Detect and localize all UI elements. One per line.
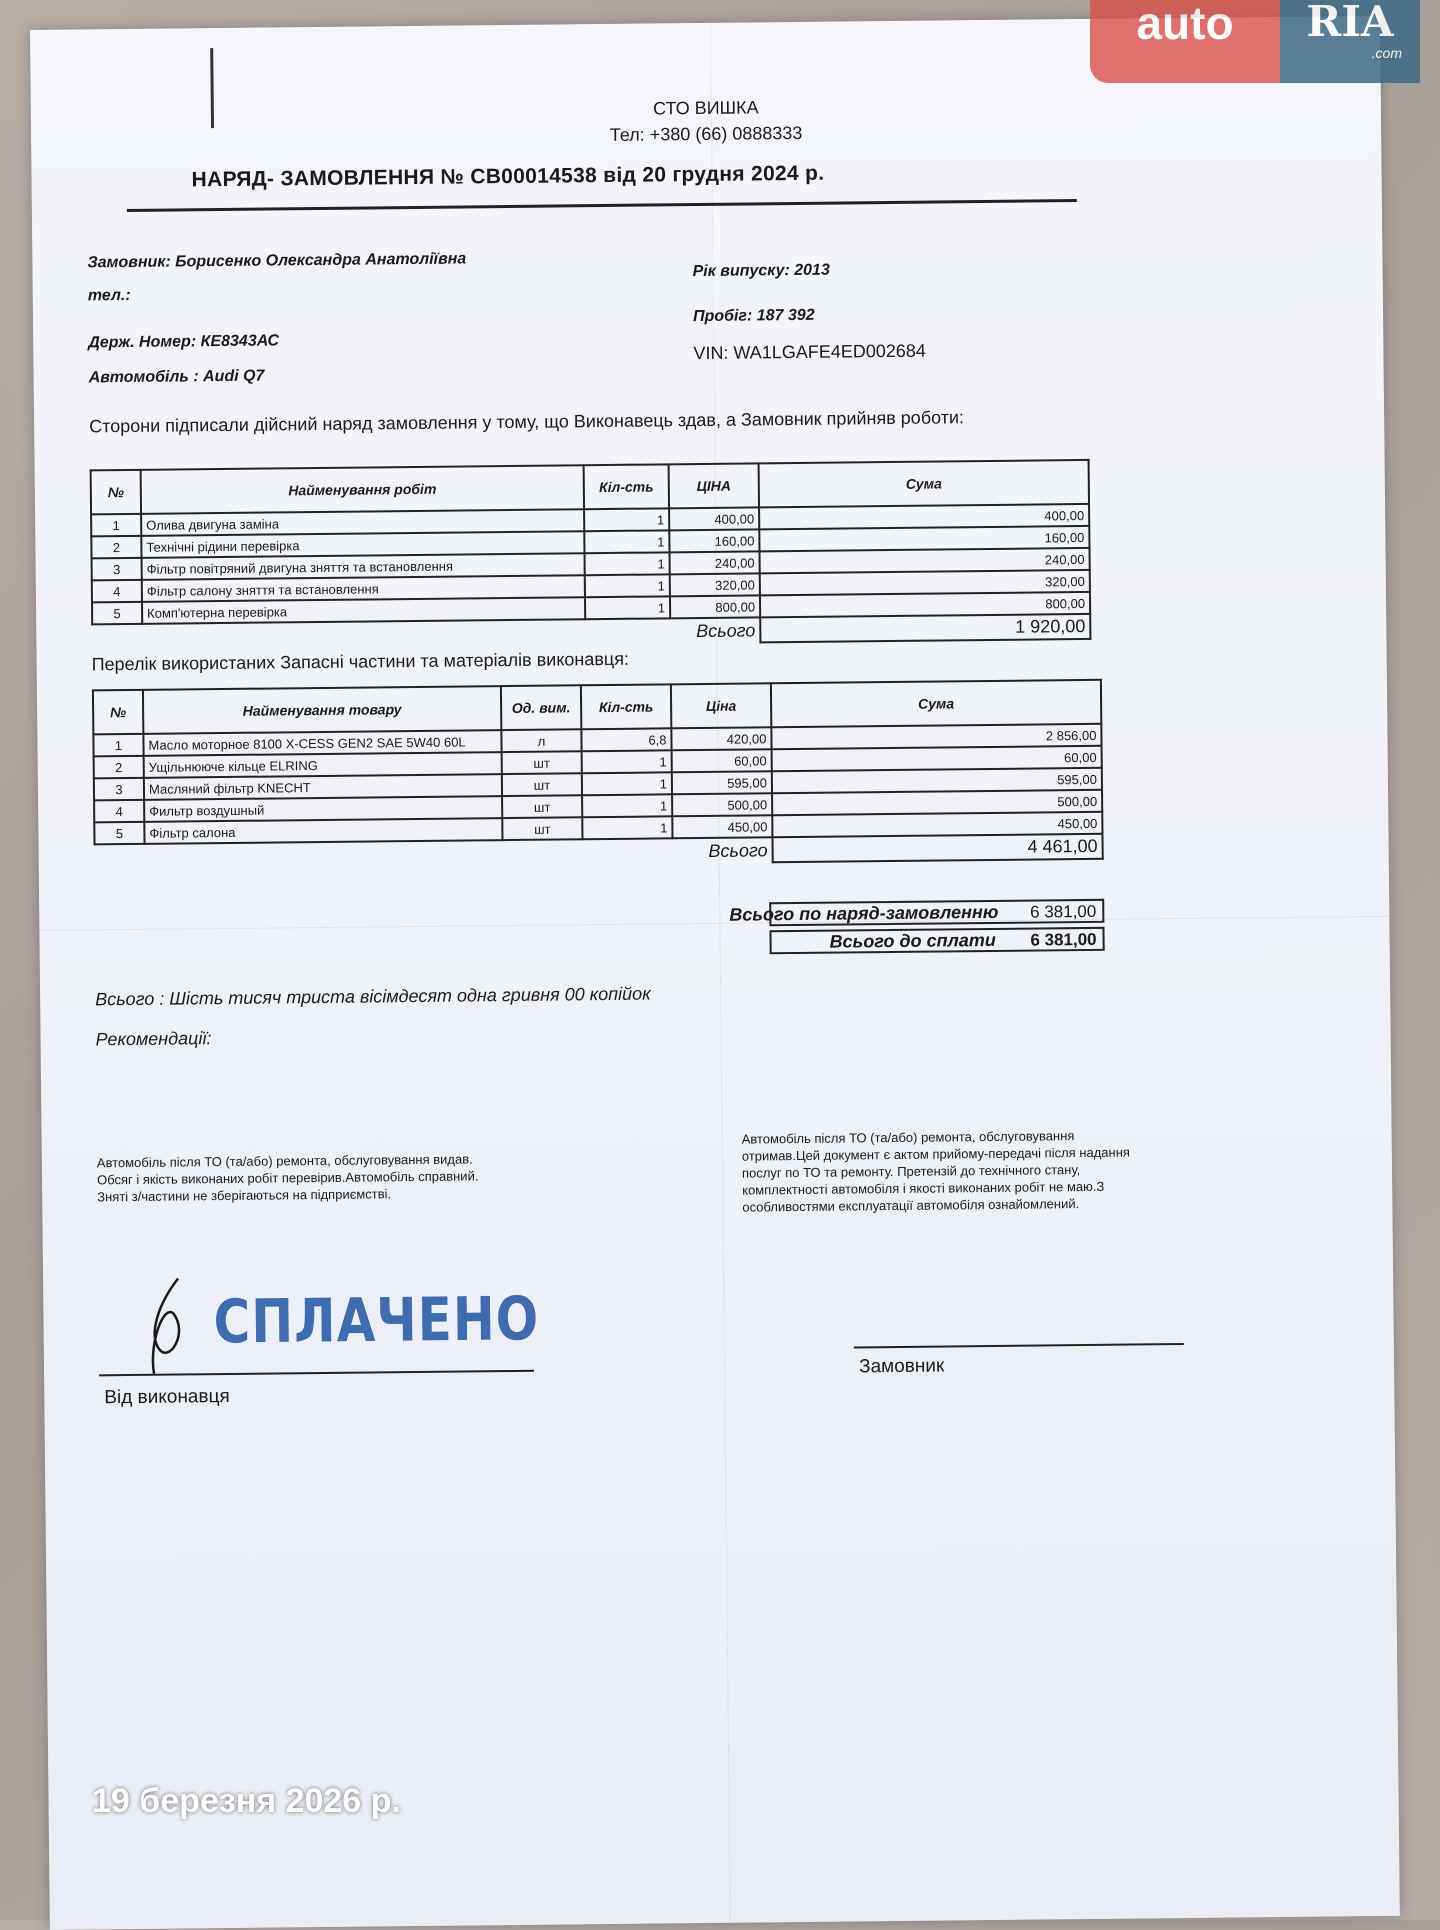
executor-signature-label: Від виконавця [104, 1385, 230, 1409]
parts-row-name: Фильтр воздушный [144, 796, 502, 822]
works-total-label: Всього [696, 619, 756, 641]
pay-total-label: Всього до сплати [829, 929, 996, 952]
parts-row-num: 2 [94, 756, 144, 779]
works-row-num: 4 [92, 580, 142, 603]
works-row-num: 2 [91, 536, 141, 559]
parts-col-qty: Кіл-сть [581, 684, 671, 729]
parts-row-unit: шт [502, 817, 582, 840]
parts-row-price: 595,00 [672, 771, 772, 794]
parts-row-sum: 595,00 [772, 768, 1102, 793]
customer-note: Автомобіль після ТО (та/або) ремонта, обслуговування отримав.Цей документ є актом прийому-передачі після надання послуг по ТО та ремонту. Претензій до технічного стану, комплектності автомобіля і якості виконаних робіт не маю.З особливостями експлуатації автомобіля ознайомлений. [741, 1128, 1130, 1215]
parts-row-qty: 6,8 [581, 728, 671, 751]
works-row-sum: 400,00 [759, 504, 1089, 529]
logo-auto: auto [1090, 0, 1280, 83]
parts-col-price: Ціна [671, 683, 771, 728]
works-col-price: ЦІНА [669, 463, 759, 508]
parts-row-sum: 500,00 [772, 790, 1102, 815]
customer-tel: тел.: [87, 286, 131, 305]
works-row-sum: 800,00 [760, 592, 1090, 617]
parts-row-qty: 1 [582, 772, 672, 795]
works-row-name: Олива двигуна заміна [141, 509, 584, 536]
plate-number: Держ. Номер: КЕ8343АС [88, 332, 280, 352]
logo-ria [1280, 0, 1420, 83]
parts-row-name: Фільтр салона [144, 818, 502, 844]
works-row-qty: 1 [585, 574, 670, 597]
works-row-num: 1 [91, 514, 141, 537]
customer-signature-label: Замовник [858, 1355, 945, 1378]
customer-name: Замовник: Борисенко Олександра Анатоліївна [87, 250, 467, 272]
document-sheet [30, 16, 1400, 1930]
parts-table [92, 679, 1104, 871]
car-vin: VIN: WA1LGAFE4ED002684 [693, 340, 926, 364]
works-col-sum: Сума [759, 460, 1089, 507]
title-underline [127, 199, 1077, 212]
parts-row-name: Масляний фільтр KNECHT [144, 774, 502, 800]
company-name: СТО ВИШКА [652, 97, 759, 119]
parts-row-sum: 450,00 [772, 812, 1102, 837]
parts-row-name: Ущільнююче кільце ELRING [144, 752, 502, 778]
paper-fold-horizontal [39, 916, 1389, 931]
logo-com: .com [1371, 45, 1402, 61]
parts-row-num: 5 [94, 822, 144, 845]
works-row-name: Фільтр салону зняття та встановлення [142, 575, 585, 602]
parts-col-name: Найменування товару [143, 686, 501, 734]
car-year: Рік випуску: 2013 [692, 261, 830, 281]
parts-row-qty: 1 [582, 794, 672, 817]
works-col-name: Найменування робіт [141, 465, 584, 514]
company-phone: Тел: +380 (66) 0888333 [609, 122, 803, 145]
parts-row-num: 3 [94, 778, 144, 801]
recommendations-label: Рекомендації: [95, 1028, 212, 1050]
works-row-num: 3 [92, 558, 142, 581]
parts-row-sum: 2 856,00 [771, 724, 1101, 749]
works-row-price: 320,00 [670, 573, 760, 596]
car-model: Автомобіль : Audi Q7 [88, 367, 265, 387]
parts-row-num: 1 [93, 734, 143, 757]
order-total-value: 6 381,00 [769, 899, 1104, 927]
works-row-sum: 320,00 [760, 570, 1090, 595]
works-total-value: 1 920,00 [760, 614, 1090, 642]
parts-row-num: 4 [94, 800, 144, 823]
car-mileage: Пробіг: 187 392 [692, 306, 815, 326]
parts-row-sum: 60,00 [772, 746, 1102, 771]
works-row-price: 400,00 [669, 507, 759, 530]
works-row-qty: 1 [584, 508, 669, 531]
handwritten-signature [128, 1273, 219, 1384]
works-col-num: № [91, 470, 141, 515]
works-row-name: Технічні рідини перевірка [141, 531, 584, 558]
parts-row-price: 420,00 [671, 727, 771, 750]
paid-stamp: СПЛАЧЕНО [213, 1283, 540, 1357]
works-row-sum: 160,00 [759, 526, 1089, 551]
executor-note: Автомобіль після ТО (та/або) ремонта, обслуговування видав. Обсяг і якість виконаних робіт перевірив.Автомобіль справний. Зняті з/частини не зберігаються на підприємстві. [96, 1151, 479, 1205]
parts-row-price: 60,00 [672, 749, 772, 772]
works-row-qty: 1 [584, 530, 669, 553]
works-row-price: 240,00 [670, 551, 760, 574]
works-row-price: 800,00 [670, 595, 760, 618]
logo-ria-text: RIA [1306, 0, 1394, 46]
parts-col-sum: Сума [771, 680, 1101, 727]
works-col-qty: Кіл-сть [584, 464, 669, 509]
photo-date: 19 березня 2026 р. [92, 1782, 401, 1820]
parts-total-value: 4 461,00 [772, 834, 1102, 862]
works-row-qty: 1 [585, 552, 670, 575]
pay-total-value: 6 381,00 [769, 927, 1104, 955]
intro-text: Сторони підписали дійсний наряд замовлення у тому, що Виконавець здав, а Замовник прийняв роботи: [89, 407, 965, 437]
parts-section-title: Перелік використаних Запасні частини та матеріалів виконавця: [91, 648, 630, 675]
parts-row-price: 500,00 [672, 793, 772, 816]
parts-total-label: Всього [708, 839, 768, 861]
parts-row-price: 450,00 [672, 815, 772, 838]
order-title: НАРЯД- ЗАМОВЛЕННЯ № СВ00014538 від 20 грудня 2024 р. [191, 161, 825, 192]
parts-row-unit: шт [502, 773, 582, 796]
parts-row-unit: шт [502, 795, 582, 818]
works-row-qty: 1 [585, 596, 670, 619]
parts-col-num: № [93, 690, 143, 735]
works-row-num: 5 [92, 602, 142, 625]
works-row-name: Комп'ютерна перевірка [142, 597, 585, 624]
order-total-label: Всього по наряд-замовленню [729, 901, 999, 925]
parts-row-qty: 1 [582, 750, 672, 773]
parts-row-unit: шт [502, 751, 582, 774]
parts-col-unit: Од. вим. [501, 685, 581, 730]
works-table [90, 459, 1092, 650]
customer-signature-line [854, 1343, 1184, 1348]
parts-row-unit: л [501, 729, 581, 752]
works-row-price: 160,00 [669, 529, 759, 552]
works-row-sum: 240,00 [759, 548, 1089, 573]
parts-row-qty: 1 [582, 816, 672, 839]
parts-row-name: Масло моторное 8100 X-CESS GEN2 SAE 5W40 60L [143, 730, 501, 756]
autoria-logo [1090, 0, 1420, 83]
works-row-name: Фільтр повітряний двигуна зняття та встановлення [142, 553, 585, 580]
amount-in-words: Всього : Шість тисяч триста вісімдесят одна гривня 00 копійок [95, 983, 651, 1010]
